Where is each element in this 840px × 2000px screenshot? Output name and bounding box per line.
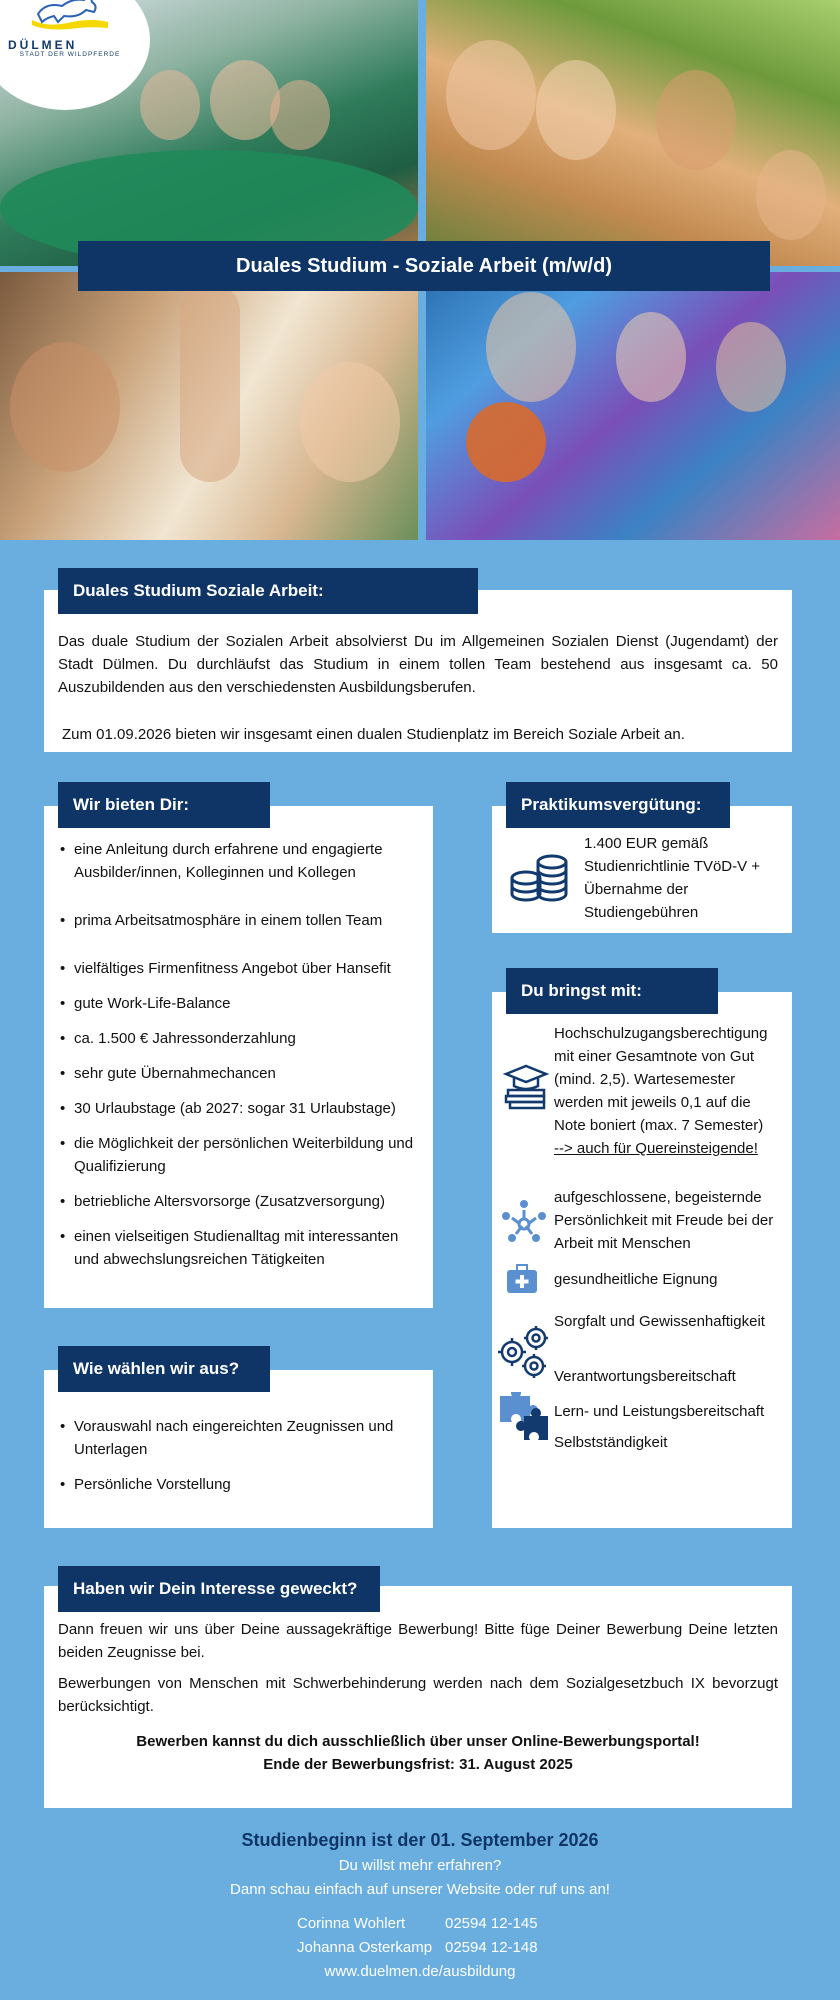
list-item: • gute Work-Life-Balance bbox=[58, 992, 427, 1015]
photo-group-outdoor bbox=[426, 0, 840, 266]
contact-phone[interactable]: 02594 12-145 bbox=[445, 1915, 538, 1932]
req-diligence: Sorgfalt und Gewissenhaftigkeit bbox=[554, 1313, 765, 1330]
interest-paragraph: Dann freuen wir uns über Deine aussagekräftige Bewerbung! Bitte füge Deiner Bewerbung Deine letzten beiden Zeugnisse bei. bbox=[58, 1621, 778, 1661]
person-face bbox=[656, 70, 736, 170]
portal-text: Bewerben kannst du dich ausschließlich über unser Online-Bewerbungsportal! bbox=[136, 1733, 700, 1750]
photo-high-five bbox=[0, 272, 418, 540]
gears-icon bbox=[496, 1324, 552, 1378]
footer-line-1: Du willst mehr erfahren? bbox=[338, 1857, 502, 1874]
req-performance: Lern- und Leistungsbereitschaft bbox=[554, 1403, 765, 1420]
photo-teens-graffiti bbox=[426, 272, 840, 540]
interest-heading: Haben wir Dein Interesse geweckt? bbox=[58, 1566, 380, 1612]
people-network-icon bbox=[500, 1198, 548, 1246]
person-face bbox=[486, 292, 576, 402]
contact-row bbox=[0, 1936, 840, 1960]
coins-icon bbox=[508, 848, 572, 906]
contact-phone[interactable]: 02594 12-148 bbox=[445, 1939, 538, 1956]
req-responsibility: Verantwortungsbereitschaft bbox=[554, 1368, 736, 1385]
horse-logo-icon bbox=[28, 0, 110, 30]
list-item: • sehr gute Übernahmechancen bbox=[58, 1062, 427, 1085]
logo-subtitle: STADT DER WILDPFERDE bbox=[19, 51, 121, 58]
logo-city-name: DÜLMEN bbox=[8, 38, 78, 52]
person-face bbox=[300, 362, 400, 482]
career-changer-link[interactable]: --> auch für Quereinsteigende! bbox=[554, 1140, 758, 1157]
intro-paragraph: Das duale Studium der Sozialen Arbeit absolvierst Du im Allgemeinen Sozialen Dienst (Jugendamt) der Stadt Dülmen. Du durchläufst das Studium in einem tollen Team bestehend aus insgesamt ca. 50 Auszubildenden aus den verschiedensten Ausbildungsberufen. bbox=[58, 633, 778, 696]
person-face bbox=[716, 322, 786, 412]
interest-card bbox=[44, 1586, 792, 1808]
person-face bbox=[756, 150, 826, 240]
portal-note bbox=[58, 1730, 778, 1776]
req-health: gesundheitliche Eignung bbox=[554, 1271, 718, 1288]
child-face bbox=[140, 70, 200, 140]
selection-list bbox=[58, 1415, 427, 1496]
contact-row bbox=[0, 1912, 840, 1936]
offer-list bbox=[58, 838, 427, 1271]
list-item: • Vorauswahl nach eingereichten Zeugnissen und Unterlagen bbox=[58, 1415, 427, 1461]
person-face bbox=[536, 60, 616, 160]
list-item: • einen vielseitigen Studienalltag mit interessanten und abwechslungsreichen Tätigkeiten bbox=[58, 1225, 427, 1271]
contact-name: Johanna Osterkamp bbox=[297, 1939, 433, 1956]
first-aid-kit-icon bbox=[506, 1264, 538, 1294]
page-title: Duales Studium - Soziale Arbeit (m/w/d) bbox=[78, 241, 770, 291]
puzzle-icon bbox=[498, 1392, 550, 1444]
child-face bbox=[270, 80, 330, 150]
intro-card bbox=[44, 590, 792, 752]
footer bbox=[0, 1826, 840, 1984]
person-face bbox=[616, 312, 686, 402]
list-item: • die Möglichkeit der persönlichen Weiterbildung und Qualifizierung bbox=[58, 1132, 427, 1178]
disability-note: Bewerbungen von Menschen mit Schwerbehinderung werden nach dem Sozialgesetzbuch IX bevorzugt berücksichtigt. bbox=[58, 1675, 778, 1715]
person-face bbox=[446, 40, 536, 150]
offer-heading: Wir bieten Dir: bbox=[58, 782, 270, 828]
pay-heading: Praktikumsvergütung: bbox=[506, 782, 730, 828]
list-item: • vielfältiges Firmenfitness Angebot über Hansefit bbox=[58, 957, 427, 980]
requirements-heading: Du bringst mit: bbox=[506, 968, 718, 1014]
list-item: • ca. 1.500 € Jahressonderzahlung bbox=[58, 1027, 427, 1050]
requirements-card bbox=[492, 992, 792, 1528]
intro-heading: Duales Studium Soziale Arbeit: bbox=[58, 568, 478, 614]
offer-card bbox=[44, 806, 433, 1308]
selection-card bbox=[44, 1370, 433, 1528]
footer-line-2: Dann schau einfach auf unserer Website oder ruf uns an! bbox=[230, 1881, 610, 1898]
intro-offer-text: Zum 01.09.2026 bieten wir insgesamt einen dualen Studienplatz im Bereich Soziale Arbeit an. bbox=[62, 726, 685, 743]
deadline-text: Ende der Bewerbungsfrist: 31. August 2025 bbox=[263, 1756, 573, 1773]
req-qualification: Hochschulzugangsberechtigung mit einer Gesamtnote von Gut (mind. 2,5). Wartesemester werden mit jeweils 0,1 auf die Note boniert (max. 7 Semester) --> auch für Quereinsteigende! bbox=[554, 1022, 786, 1160]
pay-text: 1.400 EUR gemäß Studienrichtlinie TVöD-V + Übernahme der Studiengebühren bbox=[584, 835, 761, 921]
raised-arms bbox=[180, 282, 240, 482]
list-item: • Persönliche Vorstellung bbox=[58, 1473, 427, 1496]
list-item: • prima Arbeitsatmosphäre in einem tollen Team bbox=[58, 909, 427, 932]
list-item: • eine Anleitung durch erfahrene und engagierte Ausbilder/innen, Kolleginnen und Kollegen bbox=[58, 838, 427, 884]
website-link[interactable]: www.duelmen.de/ausbildung bbox=[324, 1963, 516, 1980]
selection-heading: Wie wählen wir aus? bbox=[58, 1346, 270, 1392]
list-item: • betriebliche Altersvorsorge (Zusatzversorgung) bbox=[58, 1190, 427, 1213]
contact-list bbox=[0, 1912, 840, 1960]
req-independence: Selbstständigkeit bbox=[554, 1434, 668, 1451]
child-face bbox=[210, 60, 280, 140]
study-start: Studienbeginn ist der 01. September 2026 bbox=[241, 1830, 599, 1850]
person-face bbox=[10, 342, 120, 472]
basketball bbox=[466, 402, 546, 482]
list-item: • 30 Urlaubstage (ab 2027: sogar 31 Urlaubstage) bbox=[58, 1097, 427, 1120]
req-personality: aufgeschlossene, begeisternde Persönlichkeit mit Freude bei der Arbeit mit Menschen bbox=[554, 1189, 774, 1252]
graduation-books-icon bbox=[502, 1062, 550, 1110]
contact-name: Corinna Wohlert bbox=[297, 1915, 406, 1932]
